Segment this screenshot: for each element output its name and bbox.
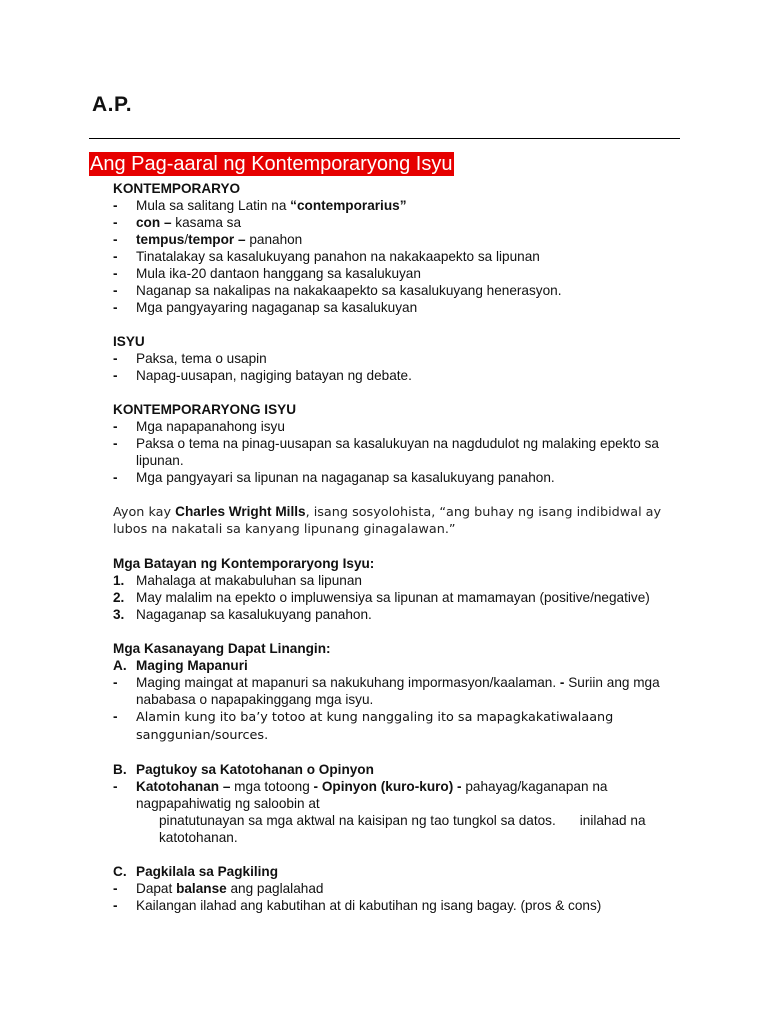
item-bold-text: tempor – xyxy=(188,232,246,247)
list-item xyxy=(113,778,683,795)
item-bold-text: - Opinyon (kuro-kuro) - xyxy=(313,779,462,794)
paragraph-text: pinatutunayan sa mga aktwal na kaisipan ng tao tungkol sa datos. xyxy=(159,813,556,828)
subsection-b-list xyxy=(113,778,683,812)
item-text: ang paglalahad xyxy=(226,881,324,896)
section-heading-kontemporaryong-isyu: KONTEMPORARYONG ISYU xyxy=(113,402,297,417)
bullet-dash: - xyxy=(113,266,118,281)
doc-title: A.P. xyxy=(92,93,133,116)
bullet-dash: - xyxy=(113,368,118,383)
item-text: Nagaganap sa kasalukuyang panahon. xyxy=(136,607,372,622)
bullet-dash: - xyxy=(113,898,118,913)
list-item xyxy=(113,265,683,282)
batayan-list xyxy=(113,572,683,623)
item-text: Naganap sa nakalipas na nakakaapekto sa kasalukuyang henerasyon. xyxy=(136,283,562,298)
subsection-letter: B. xyxy=(113,762,127,777)
subsection-b xyxy=(113,761,683,778)
title-rule xyxy=(89,138,680,139)
item-text: Alamin kung ito ba’y totoo at kung nanggaling ito sa mapagkakatiwalaang sanggunian/sources. xyxy=(136,710,614,743)
item-number: 1. xyxy=(113,573,125,588)
item-text: panahon xyxy=(245,232,303,247)
list-item xyxy=(113,880,683,897)
list-item xyxy=(113,435,683,469)
item-number: 2. xyxy=(113,590,125,605)
item-bold-text: balanse xyxy=(176,881,227,896)
item-text: Paksa o tema na pinag-uusapan sa kasalukuyan na nagdudulot ng malaking epekto sa lipunan. xyxy=(136,436,659,468)
item-text: May malalim na epekto o impluwensiya sa lipunan at mamamayan (positive/negative) xyxy=(136,590,650,605)
bullet-dash: - xyxy=(113,419,118,434)
item-text: kasama sa xyxy=(171,215,242,230)
subsection-letter: A. xyxy=(113,658,127,673)
bullet-dash: - xyxy=(113,675,118,690)
bullet-dash: - xyxy=(113,249,118,264)
section-heading-batayan: Mga Batayan ng Kontemporaryong Isyu: xyxy=(113,556,375,571)
bullet-dash: - xyxy=(113,436,118,451)
item-text: Mga napapanahong isyu xyxy=(136,419,285,434)
item-text: Mula ika-20 dantaon hanggang sa kasalukuyan xyxy=(136,266,421,281)
bullet-dash: - xyxy=(113,215,118,230)
kontemporaryong-isyu-list xyxy=(113,418,683,486)
item-text: / xyxy=(184,232,189,247)
list-item xyxy=(113,674,683,708)
bullet-dash: - xyxy=(113,881,118,896)
subsection-c-list xyxy=(113,880,683,914)
section-heading-isyu: ISYU xyxy=(113,334,145,349)
banner-title: Ang Pag-aaral ng Kontemporaryong Isyu xyxy=(90,153,453,175)
bullet-dash: - xyxy=(113,470,118,485)
item-text: mga totoong xyxy=(230,779,314,794)
subsection-title: Pagtukoy sa Katotohanan o Opinyon xyxy=(136,762,374,777)
quote-text: Ayon kay xyxy=(113,505,176,520)
item-text: Mula sa salitang Latin na xyxy=(136,198,291,213)
item-text: pahayag/kaganapan na xyxy=(461,779,608,794)
list-item xyxy=(113,197,683,214)
list-item xyxy=(113,299,683,316)
list-item xyxy=(113,282,683,299)
list-item xyxy=(113,708,683,744)
list-item-continuation xyxy=(113,795,683,812)
list-item xyxy=(113,572,683,589)
mills-quote xyxy=(113,503,683,538)
quote-text: , isang sosyolohista, “ang buhay ng isang indibidwal ay lubos na nakatali sa kanyang lipunang ginagalawan.” xyxy=(113,505,662,537)
item-text: Mahalaga at makabuluhan sa lipunan xyxy=(136,573,362,588)
item-number: 3. xyxy=(113,607,125,622)
item-bold-text: con – xyxy=(136,215,172,230)
list-item xyxy=(113,606,683,623)
bullet-dash: - xyxy=(113,232,118,247)
subsection-a-list xyxy=(113,674,683,744)
item-text: Napag-uusapan, nagiging batayan ng debate. xyxy=(136,368,412,383)
section-heading-kontemporaryo: KONTEMPORARYO xyxy=(113,181,241,196)
isyu-list xyxy=(113,350,683,384)
item-text: Suriin ang mga nababasa o napapakinggang mga isyu. xyxy=(136,675,660,707)
subsection-title: Maging Mapanuri xyxy=(136,658,248,673)
list-item xyxy=(113,589,683,606)
bullet-dash: - xyxy=(113,779,118,794)
section-heading-kasanayan: Mga Kasanayang Dapat Linangin: xyxy=(113,641,331,656)
item-text: Paksa, tema o usapin xyxy=(136,351,267,366)
bullet-dash: - xyxy=(113,283,118,298)
bullet-dash: - xyxy=(113,351,118,366)
subsection-b-paragraph xyxy=(113,812,683,846)
list-item xyxy=(113,469,683,486)
item-text: Mga pangyayaring nagaganap sa kasalukuyan xyxy=(136,300,418,315)
item-bold-text: “contemporarius” xyxy=(290,198,407,213)
subsection-c xyxy=(113,863,683,880)
bullet-dash: - xyxy=(113,300,118,315)
quote-author: Charles Wright Mills xyxy=(175,504,306,519)
subsection-a xyxy=(113,657,683,674)
list-item xyxy=(113,897,683,914)
list-item xyxy=(113,248,683,265)
item-text: Dapat xyxy=(136,881,177,896)
subsection-title: Pagkilala sa Pagkiling xyxy=(136,864,279,879)
item-text: Kailangan ilahad ang kabutihan at di kabutihan ng isang bagay. (pros & cons) xyxy=(136,898,602,913)
bullet-dash: - xyxy=(113,198,118,213)
item-text: Mga pangyayari sa lipunan na nagaganap sa kasalukuyang panahon. xyxy=(136,470,555,485)
document-body xyxy=(113,180,683,914)
list-item xyxy=(113,350,683,367)
kontemporaryo-list xyxy=(113,197,683,316)
list-item xyxy=(113,214,683,231)
list-item xyxy=(113,367,683,384)
bullet-dash: - xyxy=(113,709,118,724)
paragraph-text: katotohanan. xyxy=(159,830,238,845)
paragraph-text: inilahad na xyxy=(579,813,646,828)
item-text: Tinatalakay sa kasalukuyang panahon na nakakaapekto sa lipunan xyxy=(136,249,540,264)
list-item xyxy=(113,418,683,435)
item-bold-text: tempus xyxy=(136,232,185,247)
item-bold-text: Katotohanan – xyxy=(136,779,231,794)
list-item xyxy=(113,231,683,248)
item-text: nagpapahiwatig ng saloobin at xyxy=(136,796,320,811)
item-text: Maging maingat at mapanuri sa nakukuhang impormasyon/kaalaman. xyxy=(136,675,560,690)
item-bold-text: - xyxy=(559,675,565,690)
subsection-letter: C. xyxy=(113,864,127,879)
